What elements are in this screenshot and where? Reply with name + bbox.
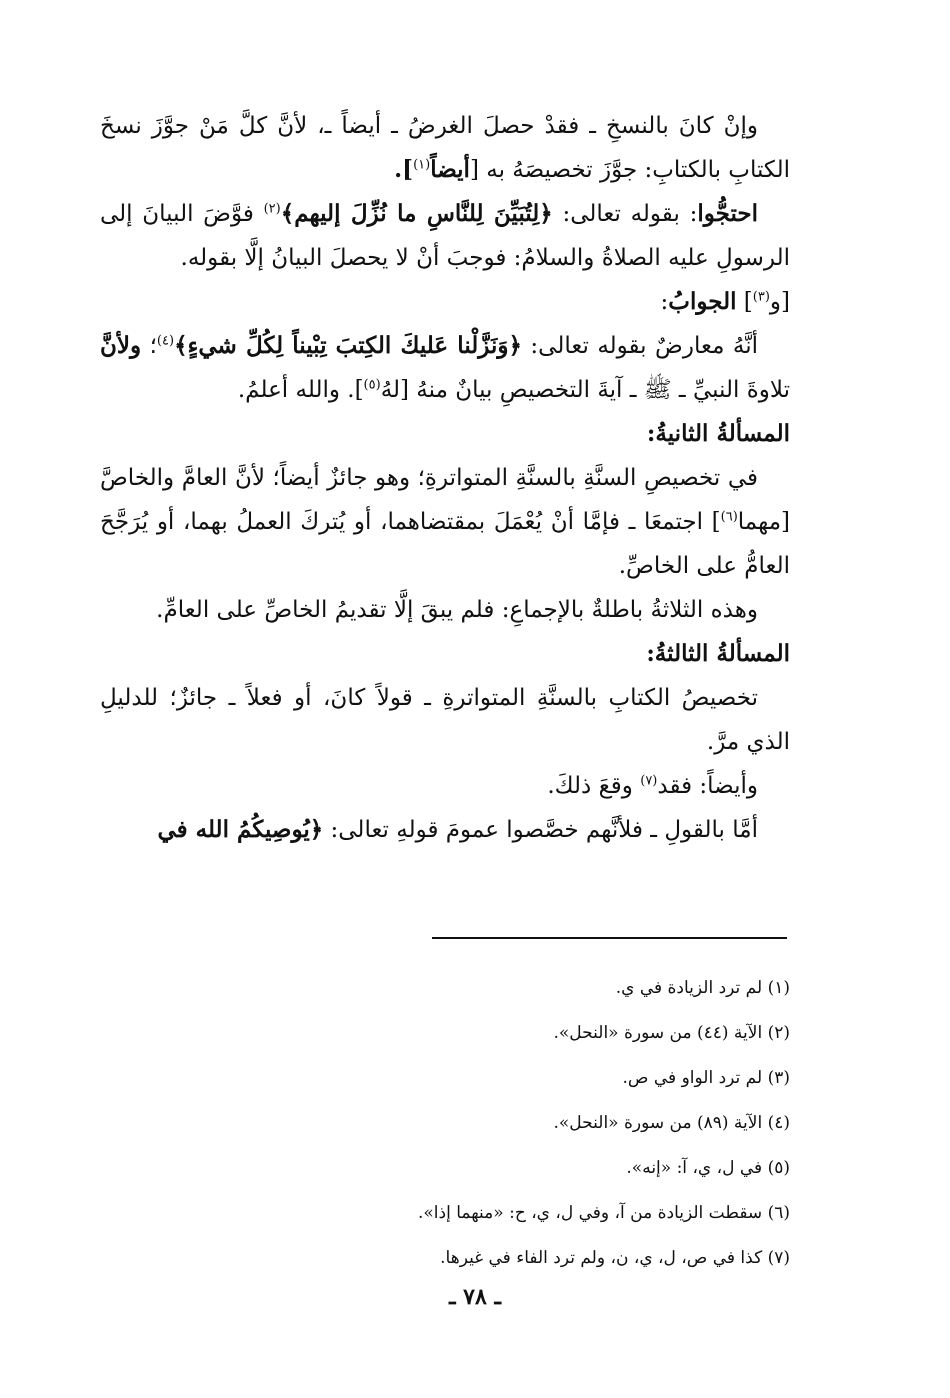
text-run: وقعَ ذلكَ. xyxy=(547,773,641,799)
text-run: فوَّضَ البيانَ إلى الرسولِ عليه الصلاةُ والسلامُ: فوجبَ أنْ لا يحصلَ البيانُ إلَّا بقوله. xyxy=(100,201,790,271)
paragraph-2 xyxy=(100,192,790,280)
paragraph-6: وهذه الثلاثةُ باطلةٌ بالإجماعِ: فلم يبقَ إلَّا تقديمُ الخاصِّ على العامِّ. xyxy=(156,597,758,623)
text-run: أمَّا بالقولِ ـ فلأنَّهم خصَّصوا عمومَ قولهِ تعالى: xyxy=(323,817,758,843)
bold-run: احتجُّوا xyxy=(697,200,758,227)
footnote: (٦) سقطت الزيادة من آ، وفي ل، ي، ح: «منهما إذا». xyxy=(417,1203,790,1223)
text-run: تلاوةَ النبيِّ ـ ﷺ ـ آيةَ التخصيصِ بيانٌ منهُ [لهُ xyxy=(380,377,790,403)
page-number: ـ ٧٨ ـ xyxy=(449,1284,501,1310)
text-run: : بقوله تعالى: xyxy=(552,201,698,227)
paragraph-1 xyxy=(100,104,790,192)
footnote: (٥) في ل، ي، آ: «إنه». xyxy=(626,1158,790,1178)
text-run: ؛ xyxy=(141,333,157,359)
bold-run: أيضاً xyxy=(430,156,470,183)
footnote-divider xyxy=(432,937,787,939)
footnote: (١) لم ترد الزيادة في ي. xyxy=(615,978,790,998)
footnote: (٧) كذا في ص، ل، ي، ن، ولم ترد الفاء في غيرها. xyxy=(440,1248,790,1268)
footnote-ref: (٤) xyxy=(156,333,175,349)
text-run: وإنْ كانَ بالنسخِ ـ فقدْ حصلَ الغرضُ ـ أيضاً ـ، لأنَّ كلَّ مَنْ جوَّزَ نسخَ الكتابِ بالكتابِ: جوَّزَ تخصيصَهُ به [ xyxy=(100,113,790,183)
footnote-ref: (٧) xyxy=(640,773,658,789)
footnote: (٣) لم ترد الواو في ص. xyxy=(622,1068,790,1088)
heading-third-issue: المسألةُ الثالثةُ: xyxy=(646,640,790,667)
paragraph-7: تخصيصُ الكتابِ بالسنَّةِ المتواترةِ ـ قولاً كانَ، أو فعلاً ـ جائزٌ؛ للدليلِ الذي مرَّ. xyxy=(100,685,790,755)
footnote-ref: (٥) xyxy=(363,377,381,393)
footnote-ref: (٢) xyxy=(263,201,281,217)
paragraph-9 xyxy=(100,808,790,852)
footnote: (٢) الآية (٤٤) من سورة «النحل». xyxy=(553,1023,790,1043)
paragraph-4 xyxy=(100,324,790,412)
text-run: ] اجتمعَا ـ فإمَّا أنْ يُعْمَلَ بمقتضاهما، أو يُتركَ العملُ بهما، أو يُرَجَّحَ العامُّ على الخاصِّ. xyxy=(100,509,790,579)
heading-second-issue: المسألةُ الثانيةُ: xyxy=(646,420,790,447)
main-text xyxy=(100,104,790,852)
text-run: ]. xyxy=(394,156,414,183)
footnote-ref: (٦) xyxy=(720,509,738,525)
footnotes xyxy=(100,966,790,1281)
paragraph-3 xyxy=(100,280,790,324)
text-run: : xyxy=(660,289,669,315)
bold-run: ولأنَّ xyxy=(100,332,142,359)
text-run: وأيضاً: فقد xyxy=(657,773,758,799)
footnote-ref: (٣) xyxy=(752,289,770,305)
paragraph-8 xyxy=(100,764,790,808)
text-run: ]. والله أعلمُ. xyxy=(237,377,364,403)
text-run: [و xyxy=(769,289,790,315)
footnote-ref: (١) xyxy=(413,157,431,173)
paragraph-5 xyxy=(100,456,790,588)
footnote: (٤) الآية (٨٩) من سورة «النحل». xyxy=(553,1113,790,1133)
text-run: في تخصيصِ السنَّةِ بالسنَّةِ المتواترةِ؛ وهو جائزٌ أيضاً؛ لأنَّ العامَّ والخاصَّ [مهما xyxy=(100,465,790,535)
text-run: ] xyxy=(736,289,753,315)
quran-verse: ﴿لِتُبَيِّنَ لِلنَّاسِ ما نُزِّلَ إليهم﴾ xyxy=(280,200,553,227)
text-run: أنَّهُ معارضٌ بقوله تعالى: xyxy=(521,333,758,359)
section-heading: الجوابُ xyxy=(668,288,737,315)
quran-verse: ﴿وَنَزَّلْنا عَليكَ الكِتبَ تِبْيناً لِكُلِّ شيءٍ﴾ xyxy=(174,332,522,359)
quran-verse: ﴿يُوصِيكُمُ الله في xyxy=(157,816,324,843)
